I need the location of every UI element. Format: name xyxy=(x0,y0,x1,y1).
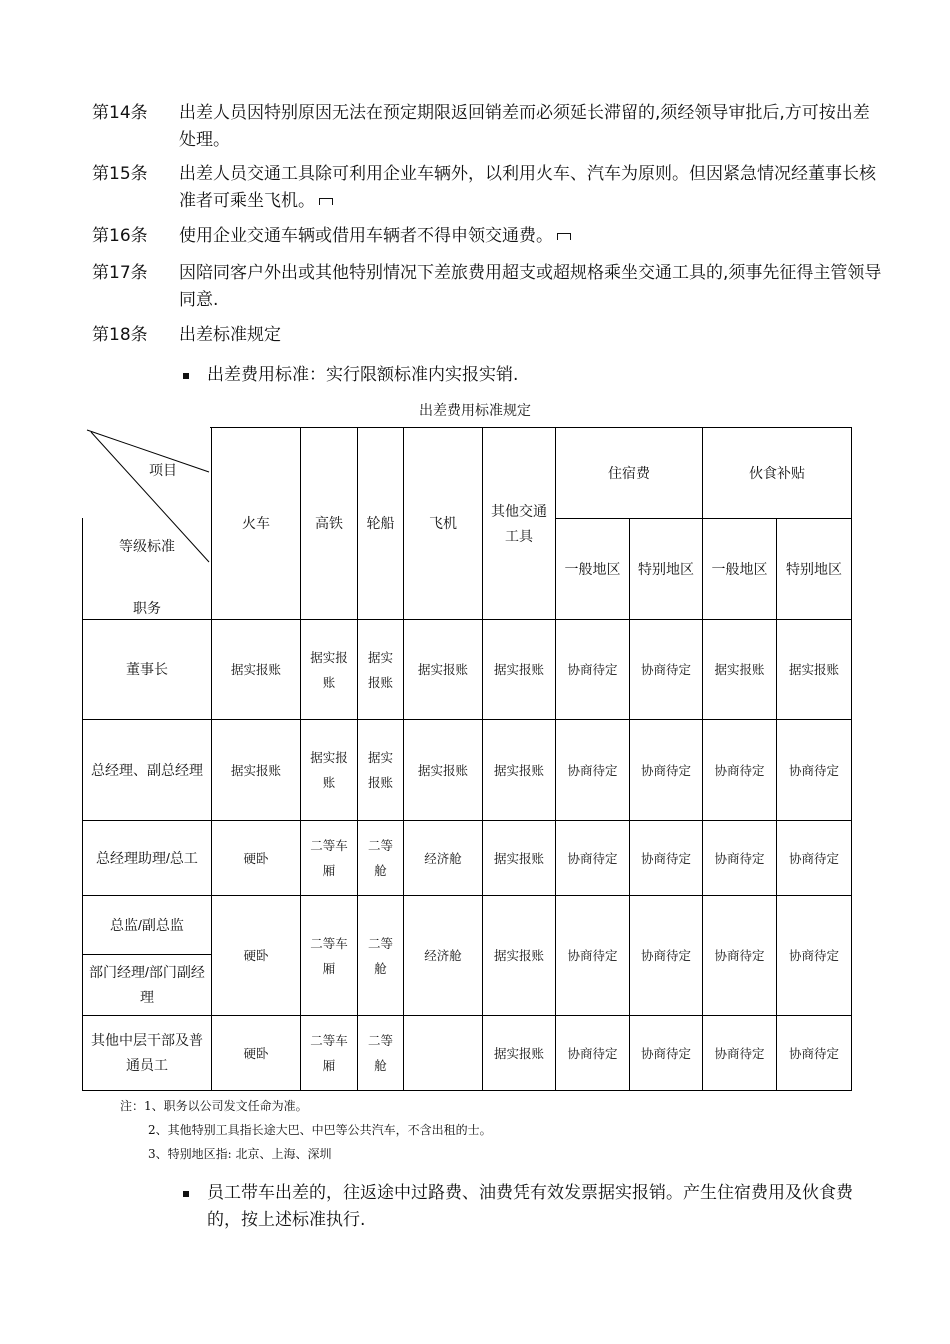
cell-hsr: 二等车厢 xyxy=(301,1016,358,1091)
article-text: 出差人员因特别原因无法在预定期限返回销差而必须延长滞留的,须经领导审批后,方可按出差处理。 xyxy=(179,103,870,150)
cell-hsr: 据实报账 xyxy=(301,720,358,821)
table-row xyxy=(83,620,852,720)
cell-lodging-general: 协商待定 xyxy=(556,620,630,720)
header-meal-general: 一般地区 xyxy=(703,519,777,620)
cell-meal-general: 协商待定 xyxy=(703,821,777,896)
cell-meal-general: 协商待定 xyxy=(703,896,777,1016)
cell-other: 据实报账 xyxy=(483,1016,556,1091)
cell-ship: 二等舱 xyxy=(358,896,404,1016)
article-15 xyxy=(92,161,882,215)
cell-lodging-general: 协商待定 xyxy=(556,720,630,821)
cell-plane: 据实报账 xyxy=(404,720,483,821)
cell-ship: 二等舱 xyxy=(358,821,404,896)
cell-plane xyxy=(404,1016,483,1091)
article-17 xyxy=(92,260,882,314)
article-text: 因陪同客户外出或其他特别情况下差旅费用超支或超规格乘坐交通工具的,须事先征得主管领导同意. xyxy=(179,263,882,310)
article-text: 出差标准规定 xyxy=(179,325,281,345)
table-notes xyxy=(120,1094,492,1166)
article-number: 第18条 xyxy=(92,325,148,345)
header-train: 火车 xyxy=(212,428,301,620)
mark-icon xyxy=(319,198,333,205)
row-position: 其他中层干部及普通员工 xyxy=(83,1016,212,1091)
cell-plane: 经济舱 xyxy=(404,821,483,896)
header-plane: 飞机 xyxy=(404,428,483,620)
header-lodging: 住宿费 xyxy=(556,428,703,519)
table-row xyxy=(83,896,852,955)
article-number: 第16条 xyxy=(92,226,148,246)
corner-border-gap xyxy=(80,425,83,518)
cell-ship: 二等舱 xyxy=(358,1016,404,1091)
cell-train: 硬卧 xyxy=(212,896,301,1016)
table-row xyxy=(83,720,852,821)
row-position: 总经理、副总经理 xyxy=(83,720,212,821)
row-position: 董事长 xyxy=(83,620,212,720)
article-number: 第17条 xyxy=(92,263,148,283)
bullet-vehicle-trip: 员工带车出差的，往返途中过路费、油费凭有效发票据实报销。产生住宿费用及伙食费的，按上述标准执行. xyxy=(183,1180,863,1234)
corner-label-position: 职务 xyxy=(133,600,161,616)
bullet-expense-standard: 出差费用标准：实行限额标准内实报实销. xyxy=(183,362,863,389)
cell-meal-special: 协商待定 xyxy=(777,821,852,896)
row-position-director: 总监/副总监 xyxy=(83,896,212,955)
expense-standard-table xyxy=(82,427,852,1091)
table-row xyxy=(83,1016,852,1091)
article-18 xyxy=(92,322,882,349)
cell-train: 据实报账 xyxy=(212,720,301,821)
header-hsr: 高铁 xyxy=(301,428,358,620)
cell-lodging-general: 协商待定 xyxy=(556,896,630,1016)
cell-meal-special: 协商待定 xyxy=(777,896,852,1016)
cell-train: 硬卧 xyxy=(212,1016,301,1091)
row-position: 总经理助理/总工 xyxy=(83,821,212,896)
table-title: 出差费用标准规定 xyxy=(419,403,531,419)
cell-meal-general: 协商待定 xyxy=(703,1016,777,1091)
article-number: 第14条 xyxy=(92,103,148,123)
header-meal-special: 特别地区 xyxy=(777,519,852,620)
cell-meal-special: 协商待定 xyxy=(777,1016,852,1091)
cell-meal-general: 据实报账 xyxy=(703,620,777,720)
cell-lodging-general: 协商待定 xyxy=(556,1016,630,1091)
article-text: 使用企业交通车辆或借用车辆者不得申领交通费。 xyxy=(179,226,553,246)
note-3: 3、特别地区指: 北京、上海、深圳 xyxy=(148,1147,332,1161)
cell-train: 硬卧 xyxy=(212,821,301,896)
cell-meal-general: 协商待定 xyxy=(703,720,777,821)
cell-lodging-special: 协商待定 xyxy=(630,1016,703,1091)
bullet-square-icon xyxy=(183,373,189,379)
article-text: 出差人员交通工具除可利用企业车辆外，以利用火车、汽车为原则。但因紧急情况经董事长核准者可乘坐飞机。 xyxy=(179,164,876,211)
cell-meal-special: 协商待定 xyxy=(777,720,852,821)
note-2: 2、其他特别工具指长途大巴、中巴等公共汽车，不含出租的士。 xyxy=(148,1123,492,1137)
bullet-square-icon xyxy=(183,1191,189,1197)
cell-other: 据实报账 xyxy=(483,821,556,896)
cell-lodging-general: 协商待定 xyxy=(556,821,630,896)
cell-hsr: 二等车厢 xyxy=(301,821,358,896)
cell-lodging-special: 协商待定 xyxy=(630,720,703,821)
corner-header xyxy=(83,428,212,620)
cell-hsr: 据实报账 xyxy=(301,620,358,720)
cell-other: 据实报账 xyxy=(483,620,556,720)
cell-other: 据实报账 xyxy=(483,720,556,821)
cell-hsr: 二等车厢 xyxy=(301,896,358,1016)
cell-ship: 据实报账 xyxy=(358,720,404,821)
diagonal-lines xyxy=(83,428,212,620)
cell-ship: 据实报账 xyxy=(358,620,404,720)
header-lodging-special: 特别地区 xyxy=(630,519,703,620)
corner-border-gap xyxy=(80,425,210,428)
table-row xyxy=(83,821,852,896)
cell-plane: 据实报账 xyxy=(404,620,483,720)
cell-train: 据实报账 xyxy=(212,620,301,720)
cell-lodging-special: 协商待定 xyxy=(630,821,703,896)
cell-meal-special: 据实报账 xyxy=(777,620,852,720)
header-other-transport: 其他交通工具 xyxy=(483,428,556,620)
corner-label-item: 项目 xyxy=(149,462,177,478)
header-ship: 轮船 xyxy=(358,428,404,620)
mark-icon xyxy=(557,233,571,240)
header-meal: 伙食补贴 xyxy=(703,428,852,519)
note-1: 注：1、职务以公司发文任命为准。 xyxy=(120,1099,308,1113)
cell-lodging-special: 协商待定 xyxy=(630,620,703,720)
cell-other: 据实报账 xyxy=(483,896,556,1016)
row-position-dept-manager: 部门经理/部门副经理 xyxy=(83,955,212,1016)
article-16 xyxy=(92,223,882,250)
cell-plane: 经济舱 xyxy=(404,896,483,1016)
article-14 xyxy=(92,100,882,154)
cell-lodging-special: 协商待定 xyxy=(630,896,703,1016)
corner-label-grade: 等级标准 xyxy=(119,538,175,554)
article-number: 第15条 xyxy=(92,164,148,184)
header-lodging-general: 一般地区 xyxy=(556,519,630,620)
